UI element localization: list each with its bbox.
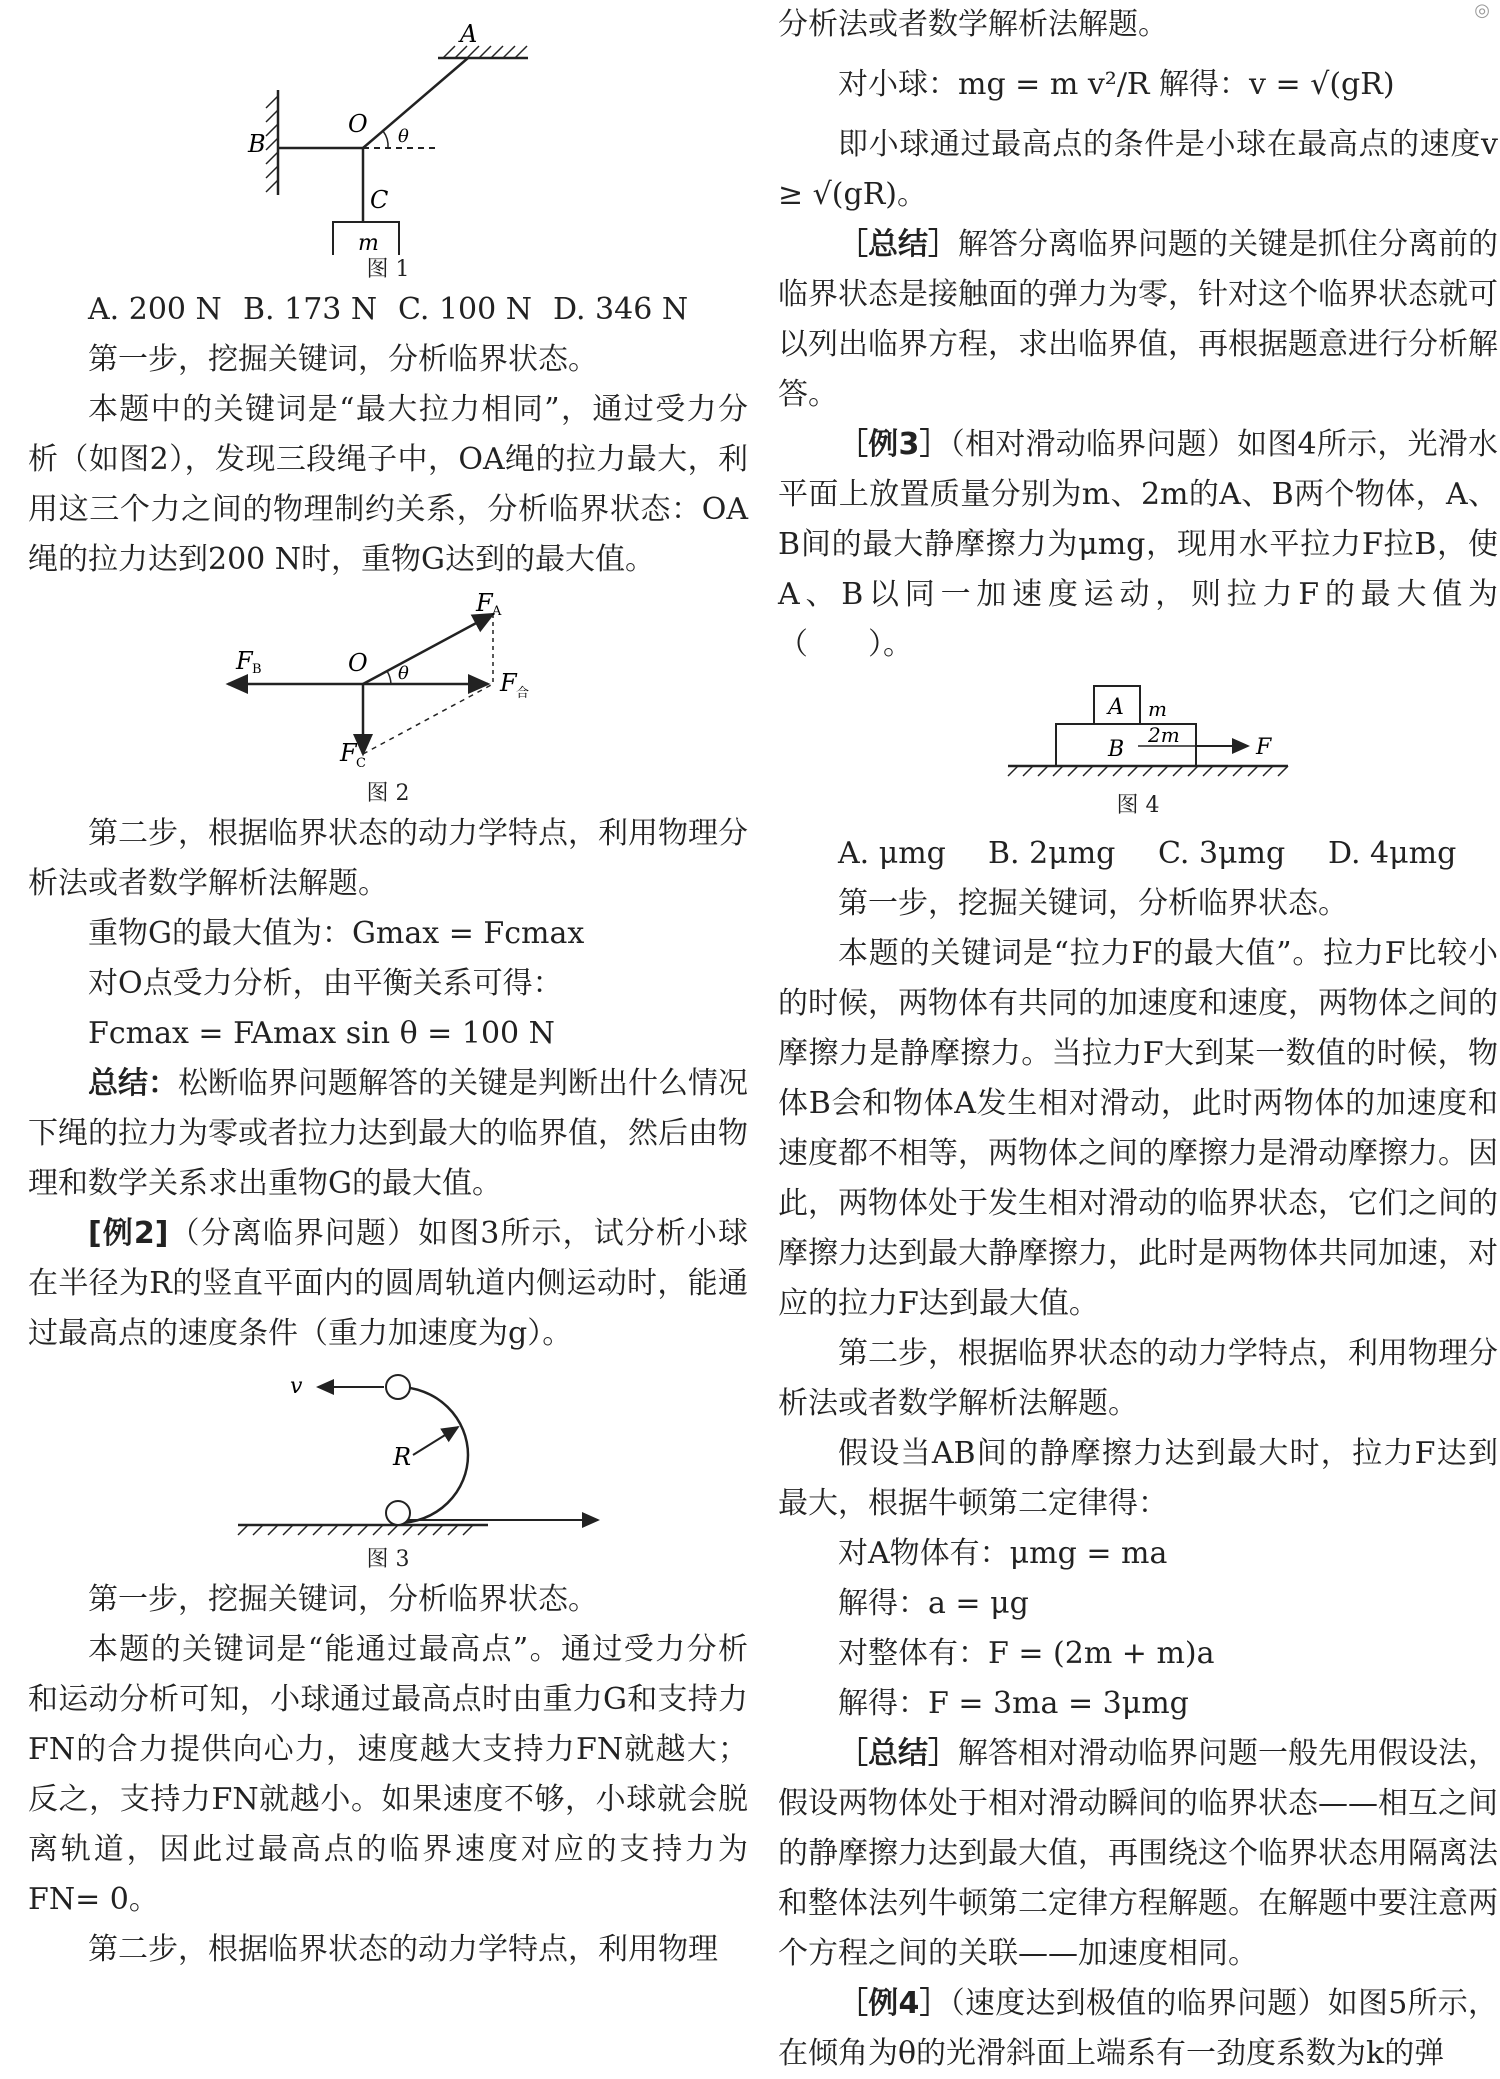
example-2-text: （分离临界问题）如图3所示，试分析小球在半径为R的竖直平面内的圆周轨道内侧运动时，能通过最高点的速度条件（重力加速度为g）。	[28, 1216, 748, 1351]
fig2-label-fb: F	[236, 647, 253, 675]
example-3-tag: ［例3］	[838, 427, 950, 462]
option-a: A. μmg	[838, 836, 946, 871]
summary-1-text: 松断临界问题解答的关键是判断出什么情况下绳的拉力为零或者拉力达到最大的临界值，然后由物理和数学关系求出重物G的最大值。	[28, 1066, 748, 1201]
equation-3: Fcmax = FAmax sin θ = 100 N	[88, 1016, 555, 1051]
page-corner-mark: ◎	[1474, 0, 1490, 21]
fig2-sub-he: 合	[516, 686, 530, 701]
left-column	[28, 0, 748, 1975]
paragraph-1: 本题中的关键词是“最大拉力相同”，通过受力分析（如图2），发现三段绳子中，OA绳的拉力最大，利用这三个力之间的物理制约关系，分析临界状态：OA绳的拉力达到200 N时，重物G达到的最大值。	[28, 392, 748, 577]
fig2-label-fc: F	[340, 739, 357, 767]
step-3: 第一步，挖掘关键词，分析临界状态。	[88, 1582, 598, 1617]
right-column	[778, 0, 1498, 2079]
fig4-label-f: F	[1256, 735, 1272, 760]
figure-1	[108, 0, 668, 255]
equation-ball: 对小球：mg = m v²/R 解得：v = √(gR)	[838, 67, 1395, 102]
example-4-tag: ［例4］	[838, 1986, 950, 2021]
figure-2-caption: 图 2	[366, 781, 410, 806]
fig1-label-c: C	[370, 186, 389, 214]
fig2-label-theta: θ	[398, 663, 409, 684]
equation-2: 对O点受力分析，由平衡关系可得：	[88, 966, 563, 1001]
fig2-sub-b: B	[252, 662, 262, 677]
fig4-label-2m: 2m	[1148, 723, 1180, 747]
summary-3-tag: ［总结］	[838, 1736, 958, 1771]
figure-4	[858, 676, 1418, 791]
option-b: B. 2μmg	[988, 836, 1116, 871]
fig2-label-f: F	[500, 669, 517, 697]
option-d: D. 4μmg	[1328, 836, 1457, 871]
summary-3	[778, 1729, 1498, 1979]
summary-1	[28, 1059, 748, 1209]
summary-2-tag: ［总结］	[838, 227, 958, 262]
fig2-sub-c: C	[356, 756, 366, 771]
fig1-label-m: m	[358, 231, 379, 255]
option-c: C. 100 N	[398, 292, 533, 327]
fig4-label-m: m	[1148, 697, 1167, 721]
fig1-label-a: A	[460, 20, 478, 48]
option-b: B. 173 N	[243, 292, 378, 327]
equation-a4: 解得：F = 3ma = 3μmg	[838, 1686, 1189, 1721]
summary-2	[778, 220, 1498, 420]
step-6: 第二步，根据临界状态的动力学特点，利用物理分析法或者数学解析法解题。	[778, 1336, 1498, 1421]
summary-3-text: 解答相对滑动临界问题一般先用假设法，假设两物体处于相对滑动瞬间的临界状态——相互之间的静摩擦力达到最大值，再围绕这个临界状态用隔离法和整体法列牛顿第二定律方程解题。在解题中要注意两个方程之间的关联——加速度相同。	[778, 1736, 1498, 1971]
example-2-tag: [例2]	[88, 1216, 169, 1251]
example-4	[778, 1979, 1498, 2079]
step-2: 第二步，根据临界状态的动力学特点，利用物理分析法或者数学解析法解题。	[28, 816, 748, 901]
figure-3-caption: 图 3	[366, 1547, 410, 1572]
summary-2-text: 解答分离临界问题的关键是抓住分离前的临界状态是接触面的弹力为零，针对这个临界状态就可以列出临界方程，求出临界值，再根据题意进行分析解答。	[778, 227, 1498, 412]
summary-1-tag: 总结：	[88, 1066, 178, 1101]
continuation-1: 分析法或者数学解析法解题。	[778, 7, 1168, 42]
fig4-label-a: A	[1108, 695, 1124, 720]
example-2	[28, 1209, 748, 1359]
paragraph-6: 假设当AB间的静摩擦力达到最大时，拉力F达到最大，根据牛顿第二定律得：	[778, 1436, 1498, 1521]
option-d: D. 346 N	[553, 292, 689, 327]
figure-1-caption: 图 1	[366, 257, 410, 282]
fig3-label-r: R	[393, 1443, 412, 1471]
step-1: 第一步，挖掘关键词，分析临界状态。	[88, 342, 598, 377]
paragraph-5: 本题的关键词是“拉力F的最大值”。拉力F比较小的时候，两物体有共同的加速度和速度，两物体之间的摩擦力是静摩擦力。当拉力F大到某一数值的时候，物体B会和物体A发生相对滑动，此时两物体的加速度和速度都不相等，两物体之间的摩擦力是滑动摩擦力。因此，两物体处于发生相对滑动的临界状态，它们之间的摩擦力达到最大静摩擦力，此时是两物体共同加速，对应的拉力F达到最大值。	[778, 936, 1498, 1321]
step-4: 第二步，根据临界状态的动力学特点，利用物理	[88, 1932, 718, 1967]
paragraph-3: 本题的关键词是“能通过最高点”。通过受力分析和运动分析可知，小球通过最高点时由重力G和支持力FN的合力提供向心力，速度越大支持力FN就越大；反之，支持力FN就越小。如果速度不够，小球就会脱离轨道，因此过最高点的临界速度对应的支持力为FN= 0。	[28, 1632, 748, 1917]
fig2-label-fa: F	[476, 589, 493, 617]
fig1-label-o: O	[348, 110, 368, 138]
example-4-text: （速度达到极值的临界问题）如图5所示，在倾角为θ的光滑斜面上端系有一劲度系数为k的弹	[778, 1986, 1498, 2071]
example-3	[778, 420, 1498, 670]
fig4-label-b: B	[1108, 737, 1125, 762]
equation-a2: 解得：a = μg	[838, 1586, 1029, 1621]
fig2-sub-a: A	[492, 604, 502, 619]
equation-a1: 对A物体有：μmg = ma	[838, 1536, 1168, 1571]
equation-a3: 对整体有：F = (2m + m)a	[838, 1636, 1215, 1671]
paragraph-condition: 即小球通过最高点的条件是小球在最高点的速度v ≥ √(gR)。	[778, 127, 1498, 212]
equation-1: 重物G的最大值为：Gmax = Fcmax	[88, 916, 585, 951]
options-list-1	[28, 285, 748, 335]
step-5: 第一步，挖掘关键词，分析临界状态。	[838, 886, 1348, 921]
example-3-text: （相对滑动临界问题）如图4所示，光滑水平面上放置质量分别为m、2m的A、B两个物体，A、B间的最大静摩擦力为μmg，现用水平拉力F拉B，使A、B以同一加速度运动，则拉力F的最大值为（ ）。	[778, 427, 1498, 662]
fig2-label-o: O	[348, 649, 368, 677]
figure-4-caption: 图 4	[1116, 793, 1160, 818]
fig1-label-theta: θ	[398, 126, 409, 147]
fig3-label-v: v	[290, 1374, 303, 1399]
options-list-4	[778, 829, 1498, 879]
figure-3	[108, 1365, 668, 1545]
fig1-label-b: B	[248, 130, 266, 158]
figure-2	[108, 589, 668, 779]
option-c: C. 3μmg	[1158, 836, 1286, 871]
option-a: A. 200 N	[88, 292, 222, 327]
